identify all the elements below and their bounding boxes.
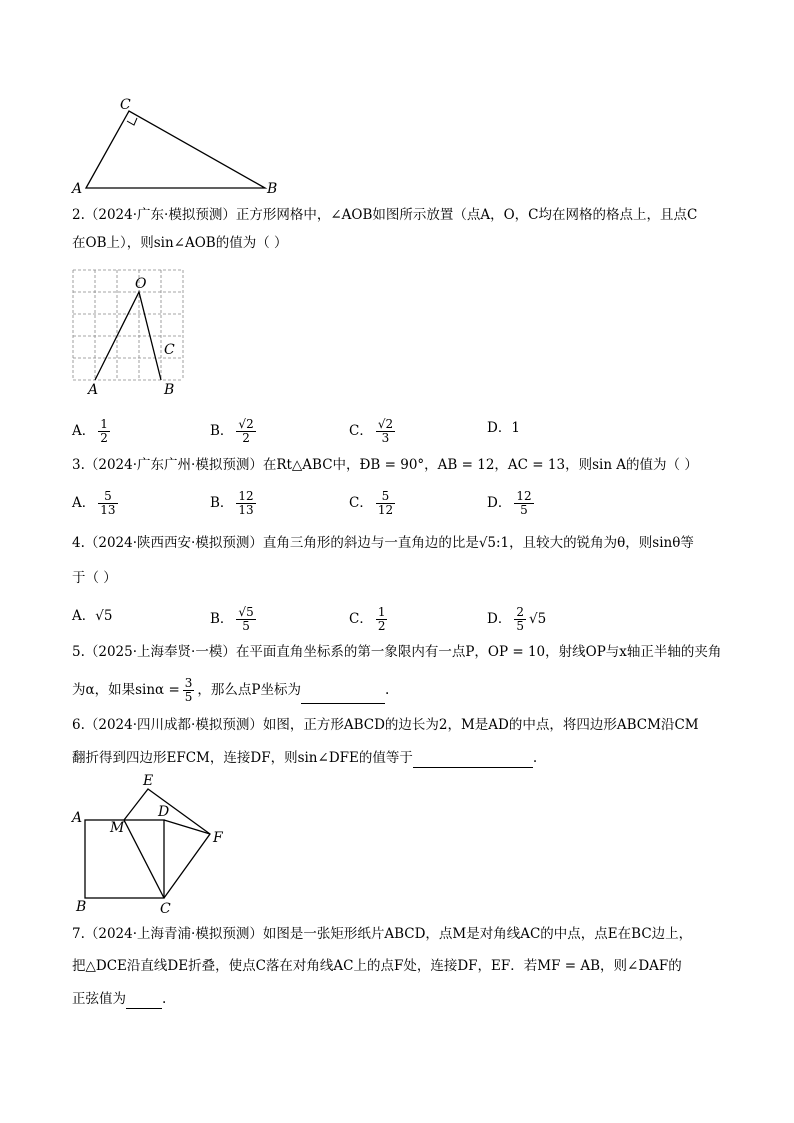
q3-option-d[interactable]: D． $\frac{12}{5}$ <box>487 489 532 517</box>
q7-line2: 把△DCE沿直线DE折叠，使点C落在对角线AC上的点F处，连接DF，EF．若MF = AB，则∠DAF的 <box>72 958 682 974</box>
q2-option-c[interactable]: C． $\frac{√2}{3}$ <box>349 417 394 445</box>
q2-line2: 在OB上），则sin∠AOB的值为（ ） <box>72 235 288 251</box>
q3-option-a[interactable]: A． $\frac{5}{13}$ <box>72 489 116 517</box>
q6-line2: 翻折得到四边形EFCM，连接DF，则sin∠DFE的值等于 . <box>72 747 537 768</box>
q4-line2: 于（ ） <box>72 570 117 586</box>
label-c: C <box>160 901 171 915</box>
square-fold-figure <box>68 770 238 915</box>
label-b: B <box>164 382 175 398</box>
q4-option-a[interactable]: A．√5 <box>72 608 113 624</box>
q3-option-b[interactable]: B． $\frac{12}{13}$ <box>210 489 254 517</box>
q5-answer-blank[interactable] <box>301 683 385 704</box>
q2-line1: 2.（2024·广东·模拟预测）正方形网格中，∠AOB如图所示放置（点A，O，C均在网格的格点上，且点C <box>72 207 698 223</box>
label-b: B <box>267 181 278 195</box>
q2-option-d[interactable]: D．1 <box>487 420 520 436</box>
q6-answer-blank[interactable] <box>413 747 533 768</box>
label-d: D <box>158 804 170 820</box>
q4-option-c[interactable]: C． $\frac{1}{2}$ <box>349 605 386 633</box>
label-c: C <box>164 342 175 358</box>
q4-line1: 4.（2024·陕西西安·模拟预测）直角三角形的斜边与一直角边的比是√5:1，且较大的锐角为θ，则sinθ等 <box>72 535 694 551</box>
triangle-figure <box>60 95 300 195</box>
q4-option-d[interactable]: D． $\frac{2}{5}$ √5 <box>487 605 547 633</box>
label-o: O <box>135 276 147 292</box>
label-a: A <box>88 382 99 398</box>
grid-figure <box>66 266 206 400</box>
label-e: E <box>143 773 154 789</box>
q7-line1: 7.（2024·上海青浦·模拟预测）如图是一张矩形纸片ABCD，点M是对角线AC的中点，点E在BC边上， <box>72 926 693 942</box>
q6-line1: 6.（2024·四川成都·模拟预测）如图，正方形ABCD的边长为2，M是AD的中点，将四边形ABCM沿CM <box>72 717 699 733</box>
label-b: B <box>76 899 87 915</box>
q2-option-a[interactable]: A． $\frac{1}{2}$ <box>72 417 108 445</box>
q2-option-b[interactable]: B． $\frac{√2}{2}$ <box>210 417 254 445</box>
q3-option-c[interactable]: C． $\frac{5}{12}$ <box>349 489 394 517</box>
label-a: A <box>72 810 83 826</box>
label-c: C <box>120 97 131 113</box>
q3-line1: 3.（2024·广东广州·模拟预测）在Rt△ABC中，ÐB = 90°，AB = 12，AC = 13，则sin A的值为（ ） <box>72 457 698 473</box>
label-f: F <box>213 830 223 846</box>
q7-answer-blank[interactable] <box>126 988 162 1009</box>
q4-option-b[interactable]: B． $\frac{√5}{5}$ <box>210 605 254 633</box>
q5-line1: 5.（2025·上海奉贤·一模）在平面直角坐标系的第一象限内有一点P，OP = 10，射线OP与x轴正半轴的夹角 <box>72 644 722 660</box>
label-m: M <box>110 820 125 836</box>
label-a: A <box>72 181 83 195</box>
q5-line2: 为α，如果sinα = $\frac{3}{5}$ ，那么点P坐标为 . <box>72 676 390 704</box>
q7-line3: 正弦值为 . <box>72 988 166 1009</box>
